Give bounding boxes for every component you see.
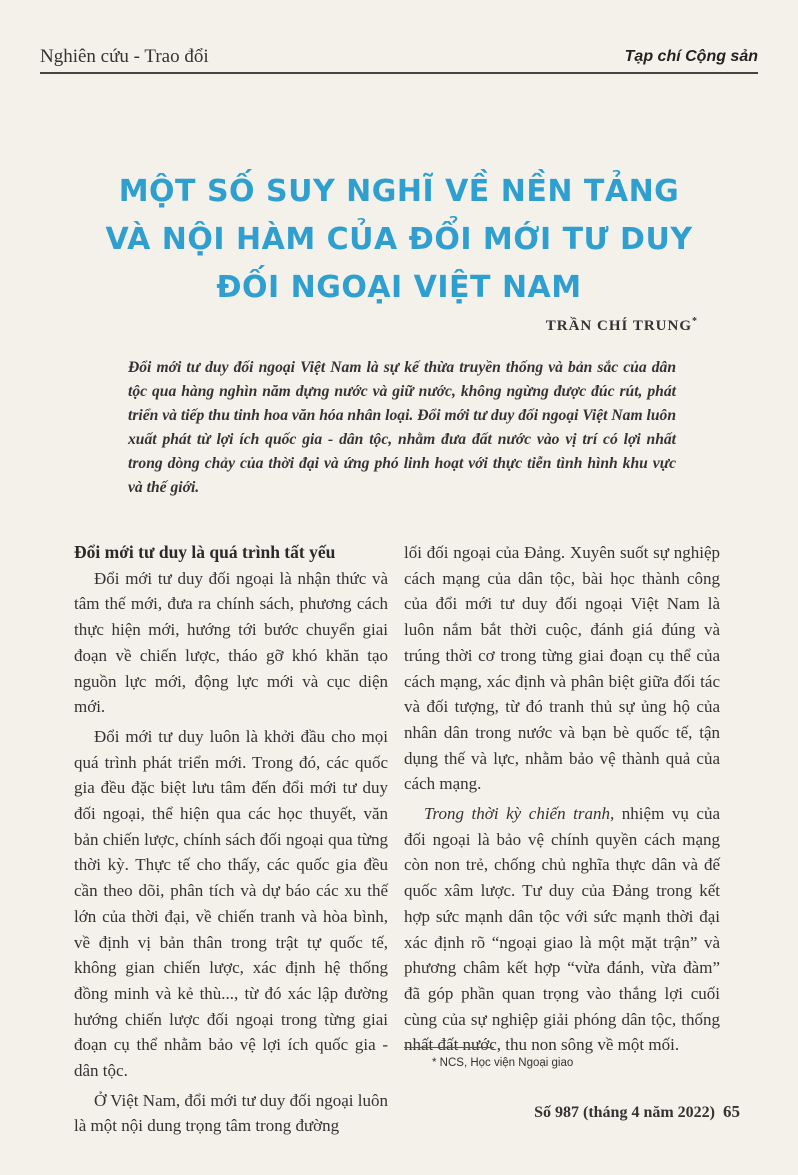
abstract: Đổi mới tư duy đối ngoại Việt Nam là sự kế thừa truyền thống và bản sắc của dân tộc qua hàng nghìn năm dựng nước và giữ nước, không ngừng được đúc rút, phát triển và tiếp thu tinh hoa văn hóa nhân loại. Đổi mới tư duy đối ngoại Việt Nam luôn xuất phát từ lợi ích quốc gia - dân tộc, nhằm đưa đất nước vào vị trí có lợi nhất trong dòng chảy của thời đại và ứng phó linh hoạt với thực tiễn tình hình khu vực và thế giới. <box>128 359 676 496</box>
article-title <box>60 168 738 312</box>
section-label: Nghiên cứu - Trao đổi <box>40 46 209 67</box>
section-heading: Đổi mới tư duy là quá trình tất yếu <box>74 542 336 562</box>
page-footer <box>534 1102 740 1122</box>
header-rule <box>40 72 758 74</box>
page-number: 65 <box>723 1102 740 1121</box>
title-line-3: ĐỐI NGOẠI VIỆT NAM <box>216 270 582 305</box>
paragraph <box>404 801 720 1058</box>
author-name: TRẦN CHÍ TRUNG <box>545 318 692 334</box>
right-column <box>404 540 720 1058</box>
footnote-rule <box>404 1047 494 1048</box>
journal-name: Tạp chí Cộng sản <box>624 48 758 65</box>
author-footnote-mark: * <box>692 316 698 327</box>
issue-info: Số 987 (tháng 4 năm 2022) <box>534 1104 715 1121</box>
paragraph: Đổi mới tư duy đối ngoại là nhận thức và tâm thế mới, đưa ra chính sách, phương cách thực hiện mới, hướng tới bước chuyển giai đoạn về chiến lược, tháo gỡ khó khăn tạo nguồn lực mới, động lực mới và cục diện mới. <box>74 568 388 717</box>
title-line-2: VÀ NỘI HÀM CỦA ĐỔI MỚI TƯ DUY <box>105 222 693 257</box>
paragraph-text: nhiệm vụ của đối ngoại là bảo vệ chính quyền cách mạng còn non trẻ, chống chủ nghĩa thực dân và đế quốc xâm lược. Tư duy của Đảng trong kết hợp sức mạnh dân tộc với sức mạnh thời đại xác định rõ “ngoại giao là một mặt trận” và phương châm kết hợp “vừa đánh, vừa đàm” đã góp phần quan trọng vào thắng lợi cuối cùng của sự nghiệp giải phóng dân tộc, thống nhất đất nước, thu non sông về một mối. <box>404 804 720 1055</box>
running-header <box>40 44 758 72</box>
author-byline <box>546 316 698 335</box>
footnote: * NCS, Học viện Ngoại giao <box>432 1057 574 1069</box>
title-line-1: MỘT SỐ SUY NGHĨ VỀ NỀN TẢNG <box>118 174 680 209</box>
italic-phrase: Trong thời kỳ chiến tranh, <box>424 804 615 824</box>
left-column <box>74 540 388 1139</box>
paragraph: lối đối ngoại của Đảng. Xuyên suốt sự nghiệp cách mạng của dân tộc, bài học thành công của đổi mới tư duy đối ngoại Việt Nam là luôn nắm bắt thời cuộc, đánh giá đúng và trúng thời cơ trong từng giai đoạn cụ thể của cách mạng, xác định và phân biệt giữa đối tác và đối tượng, từ đó tranh thủ sự ủng hộ của nhân dân trong nước và bạn bè quốc tế, tận dụng thế và lực, nhằm bảo vệ thành quả của cách mạng. <box>404 543 720 794</box>
paragraph: Ở Việt Nam, đổi mới tư duy đối ngoại luôn là một nội dung trọng tâm trong đường <box>74 1090 388 1136</box>
paragraph: Đổi mới tư duy luôn là khởi đầu cho mọi quá trình phát triển mới. Trong đó, các quốc gia đều đặc biệt lưu tâm đến đổi mới tư duy đối ngoại, thể hiện qua các học thuyết, văn bản chiến lược, chính sách đối ngoại qua từng thời kỳ. Thực tế cho thấy, các quốc gia đều cần theo dõi, phân tích và dự báo các xu thế lớn của thời đại, về chiến tranh và hòa bình, về định vị bản thân trong trật tự quốc tế, không gian chiến lược, xác định hệ thống đồng minh và kẻ thù..., từ đó xác lập đường hướng chiến lược đối ngoại trong từng giai đoạn cụ thể nhằm bảo vệ lợi ích quốc gia - dân tộc. <box>74 726 388 1081</box>
